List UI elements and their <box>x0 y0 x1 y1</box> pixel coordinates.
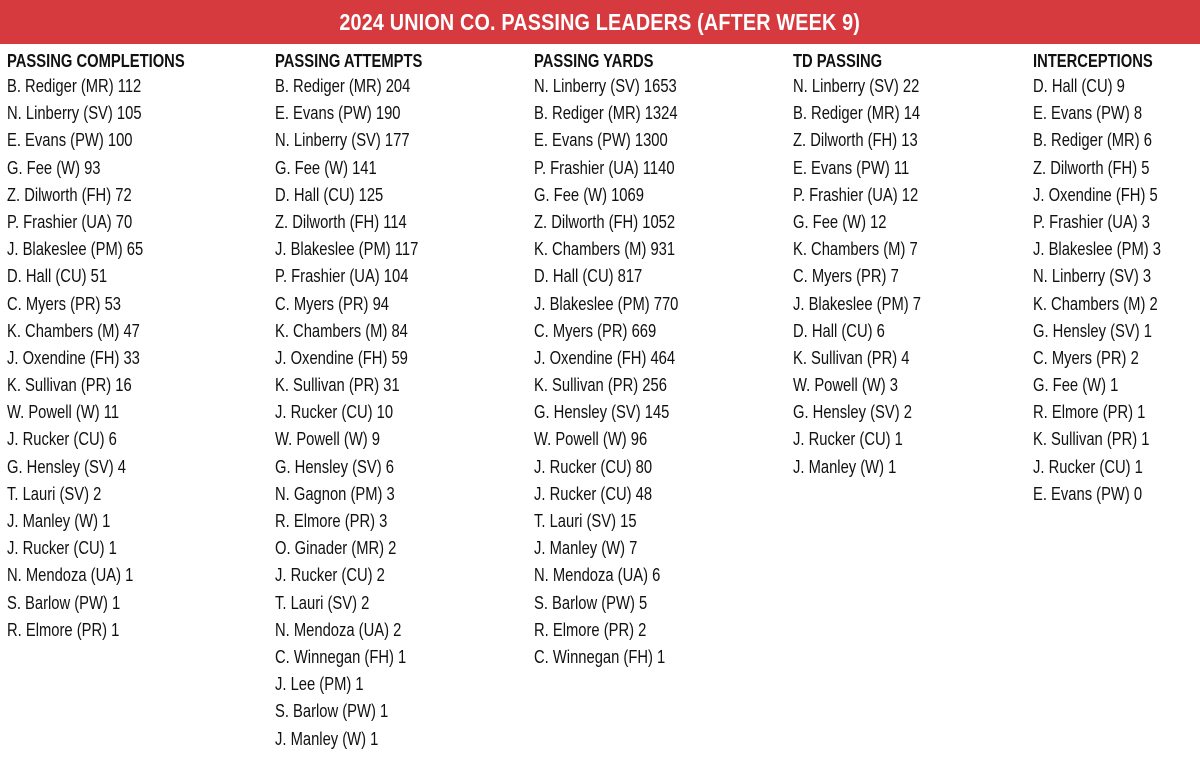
leader-entry: J. Rucker (CU) 2 <box>275 565 385 586</box>
leader-entry: J. Rucker (CU) 48 <box>534 483 653 504</box>
leader-entry: S. Barlow (PW) 5 <box>534 592 648 613</box>
leader-entry: K. Sullivan (PR) 1 <box>1033 429 1150 450</box>
leader-entry: T. Lauri (SV) 15 <box>534 511 637 531</box>
leader-entry: J. Blakeslee (PM) 3 <box>1033 239 1161 260</box>
leader-entry: B. Rediger (MR) 204 <box>275 76 411 96</box>
leader-entry: G. Hensley (SV) 145 <box>534 402 670 423</box>
title-banner <box>0 0 1200 44</box>
column-heading: TD PASSING <box>793 51 883 71</box>
leader-entry: Z. Dilworth (FH) 72 <box>7 184 132 205</box>
leader-entry: G. Hensley (SV) 1 <box>1033 320 1152 341</box>
leader-entry: N. Mendoza (UA) 2 <box>275 619 402 640</box>
column-heading: PASSING COMPLETIONS <box>7 51 185 71</box>
page-title: 2024 UNION CO. PASSING LEADERS (AFTER WEEK 9) <box>339 8 861 35</box>
leader-list <box>534 73 710 671</box>
leader-entry: K. Chambers (M) 2 <box>1033 293 1158 314</box>
leader-entry: C. Myers (PR) 2 <box>1033 347 1139 368</box>
leader-entry: G. Hensley (SV) 4 <box>7 456 126 477</box>
leader-entry: D. Hall (CU) 817 <box>534 266 643 287</box>
leader-entry: T. Lauri (SV) 2 <box>275 592 370 613</box>
leader-entry: P. Frashier (UA) 12 <box>793 184 919 205</box>
leader-entry: G. Hensley (SV) 2 <box>793 402 912 423</box>
leader-entry: N. Linberry (SV) 3 <box>1033 266 1152 287</box>
leader-entry: G. Hensley (SV) 6 <box>275 456 394 477</box>
leader-entry: K. Chambers (M) 7 <box>793 239 918 260</box>
column-passing-yards <box>534 49 710 671</box>
leader-entry: S. Barlow (PW) 1 <box>275 701 389 722</box>
leader-entry: J. Blakeslee (PM) 65 <box>7 239 144 260</box>
leader-entry: R. Elmore (PR) 3 <box>275 511 388 531</box>
leader-entry: E. Evans (PW) 0 <box>1033 483 1143 504</box>
leader-entry: J. Rucker (CU) 80 <box>534 456 653 477</box>
leader-entry: D. Hall (CU) 125 <box>275 184 384 205</box>
leader-entry: K. Sullivan (PR) 256 <box>534 375 667 396</box>
leader-entry: S. Barlow (PW) 1 <box>7 592 121 613</box>
leader-entry: R. Elmore (PR) 1 <box>7 619 120 640</box>
leader-list <box>275 73 455 753</box>
leader-entry: N. Linberry (SV) 22 <box>793 76 920 96</box>
leader-entry: R. Elmore (PR) 2 <box>534 619 647 640</box>
leader-entry: J. Rucker (CU) 1 <box>7 538 117 559</box>
leader-entry: C. Myers (PR) 53 <box>7 293 122 314</box>
leader-list <box>7 73 224 644</box>
leader-entry: J. Blakeslee (PM) 117 <box>275 239 419 260</box>
leader-entry: K. Sullivan (PR) 31 <box>275 375 400 396</box>
leader-entry: E. Evans (PW) 100 <box>7 130 133 151</box>
leader-entry: N. Linberry (SV) 177 <box>275 130 410 151</box>
leader-entry: J. Rucker (CU) 6 <box>7 429 117 450</box>
leader-entry: C. Winnegan (FH) 1 <box>275 646 407 667</box>
leader-entry: C. Myers (PR) 669 <box>534 320 657 341</box>
column-passing-attempts <box>275 49 455 753</box>
leader-entry: J. Blakeslee (PM) 7 <box>793 293 921 314</box>
leader-entry: E. Evans (PW) 1300 <box>534 130 668 151</box>
leader-entry: E. Evans (PW) 190 <box>275 103 401 124</box>
leader-entry: R. Elmore (PR) 1 <box>1033 402 1146 423</box>
leader-entry: J. Blakeslee (PM) 770 <box>534 293 679 314</box>
leader-entry: J. Lee (PM) 1 <box>275 674 364 695</box>
leader-entry: J. Rucker (CU) 1 <box>793 429 903 450</box>
leader-entry: J. Oxendine (FH) 5 <box>1033 184 1158 205</box>
leader-entry: P. Frashier (UA) 3 <box>1033 211 1151 232</box>
leader-entry: C. Myers (PR) 94 <box>275 293 390 314</box>
leader-entry: W. Powell (W) 96 <box>534 429 648 450</box>
leader-entry: Z. Dilworth (FH) 5 <box>1033 157 1150 178</box>
leader-entry: D. Hall (CU) 51 <box>7 266 108 287</box>
leader-entry: D. Hall (CU) 6 <box>793 320 885 341</box>
leader-entry: G. Fee (W) 1069 <box>534 184 644 205</box>
leader-entry: W. Powell (W) 9 <box>275 429 380 450</box>
leader-entry: J. Oxendine (FH) 59 <box>275 347 408 368</box>
leader-entry: N. Gagnon (PM) 3 <box>275 483 395 504</box>
leader-entry: B. Rediger (MR) 112 <box>7 76 142 96</box>
leader-entry: J. Oxendine (FH) 464 <box>534 347 676 368</box>
leader-entry: B. Rediger (MR) 6 <box>1033 130 1152 151</box>
leader-entry: K. Chambers (M) 931 <box>534 239 676 260</box>
leader-entry: P. Frashier (UA) 104 <box>275 266 409 287</box>
column-heading: PASSING YARDS <box>534 51 654 71</box>
leader-entry: Z. Dilworth (FH) 1052 <box>534 211 676 232</box>
column-interceptions <box>1033 49 1189 508</box>
column-td-passing <box>793 49 949 481</box>
leader-entry: D. Hall (CU) 9 <box>1033 76 1125 96</box>
leader-entry: K. Chambers (M) 47 <box>7 320 140 341</box>
leader-entry: J. Manley (W) 1 <box>793 456 897 477</box>
leader-entry: K. Sullivan (PR) 16 <box>7 375 132 396</box>
leader-entry: N. Mendoza (UA) 6 <box>534 565 661 586</box>
leader-list <box>793 73 949 481</box>
leader-entry: T. Lauri (SV) 2 <box>7 483 102 504</box>
leader-entry: G. Fee (W) 141 <box>275 157 377 178</box>
leader-entry: O. Ginader (MR) 2 <box>275 538 397 559</box>
leader-entry: G. Fee (W) 1 <box>1033 375 1119 396</box>
leader-entry: G. Fee (W) 12 <box>793 211 887 232</box>
leader-entry: E. Evans (PW) 11 <box>793 157 910 178</box>
leader-entry: G. Fee (W) 93 <box>7 157 101 178</box>
leader-entry: J. Manley (W) 7 <box>534 538 638 559</box>
leader-list <box>1033 73 1189 508</box>
leader-entry: E. Evans (PW) 8 <box>1033 103 1143 124</box>
leader-entry: J. Manley (W) 1 <box>7 511 111 531</box>
leader-entry: J. Rucker (CU) 10 <box>275 402 394 423</box>
leader-entry: C. Winnegan (FH) 1 <box>534 646 666 667</box>
column-heading: PASSING ATTEMPTS <box>275 51 423 71</box>
column-heading: INTERCEPTIONS <box>1033 51 1153 71</box>
leader-entry: P. Frashier (UA) 70 <box>7 211 133 232</box>
leader-entry: N. Linberry (SV) 105 <box>7 103 142 124</box>
column-passing-completions <box>7 49 224 644</box>
leader-entry: W. Powell (W) 3 <box>793 375 898 396</box>
leader-entry: B. Rediger (MR) 14 <box>793 103 921 124</box>
leader-entry: N. Mendoza (UA) 1 <box>7 565 134 586</box>
leader-entry: J. Oxendine (FH) 33 <box>7 347 140 368</box>
leader-entry: K. Chambers (M) 84 <box>275 320 408 341</box>
leader-entry: N. Linberry (SV) 1653 <box>534 76 677 96</box>
leader-entry: K. Sullivan (PR) 4 <box>793 347 910 368</box>
leader-entry: Z. Dilworth (FH) 13 <box>793 130 918 151</box>
leader-entry: P. Frashier (UA) 1140 <box>534 157 675 178</box>
leader-entry: J. Rucker (CU) 1 <box>1033 456 1143 477</box>
leader-entry: J. Manley (W) 1 <box>275 728 379 749</box>
leader-entry: Z. Dilworth (FH) 114 <box>275 211 407 232</box>
leader-entry: W. Powell (W) 11 <box>7 402 120 423</box>
leader-entry: B. Rediger (MR) 1324 <box>534 103 678 124</box>
leader-entry: C. Myers (PR) 7 <box>793 266 899 287</box>
